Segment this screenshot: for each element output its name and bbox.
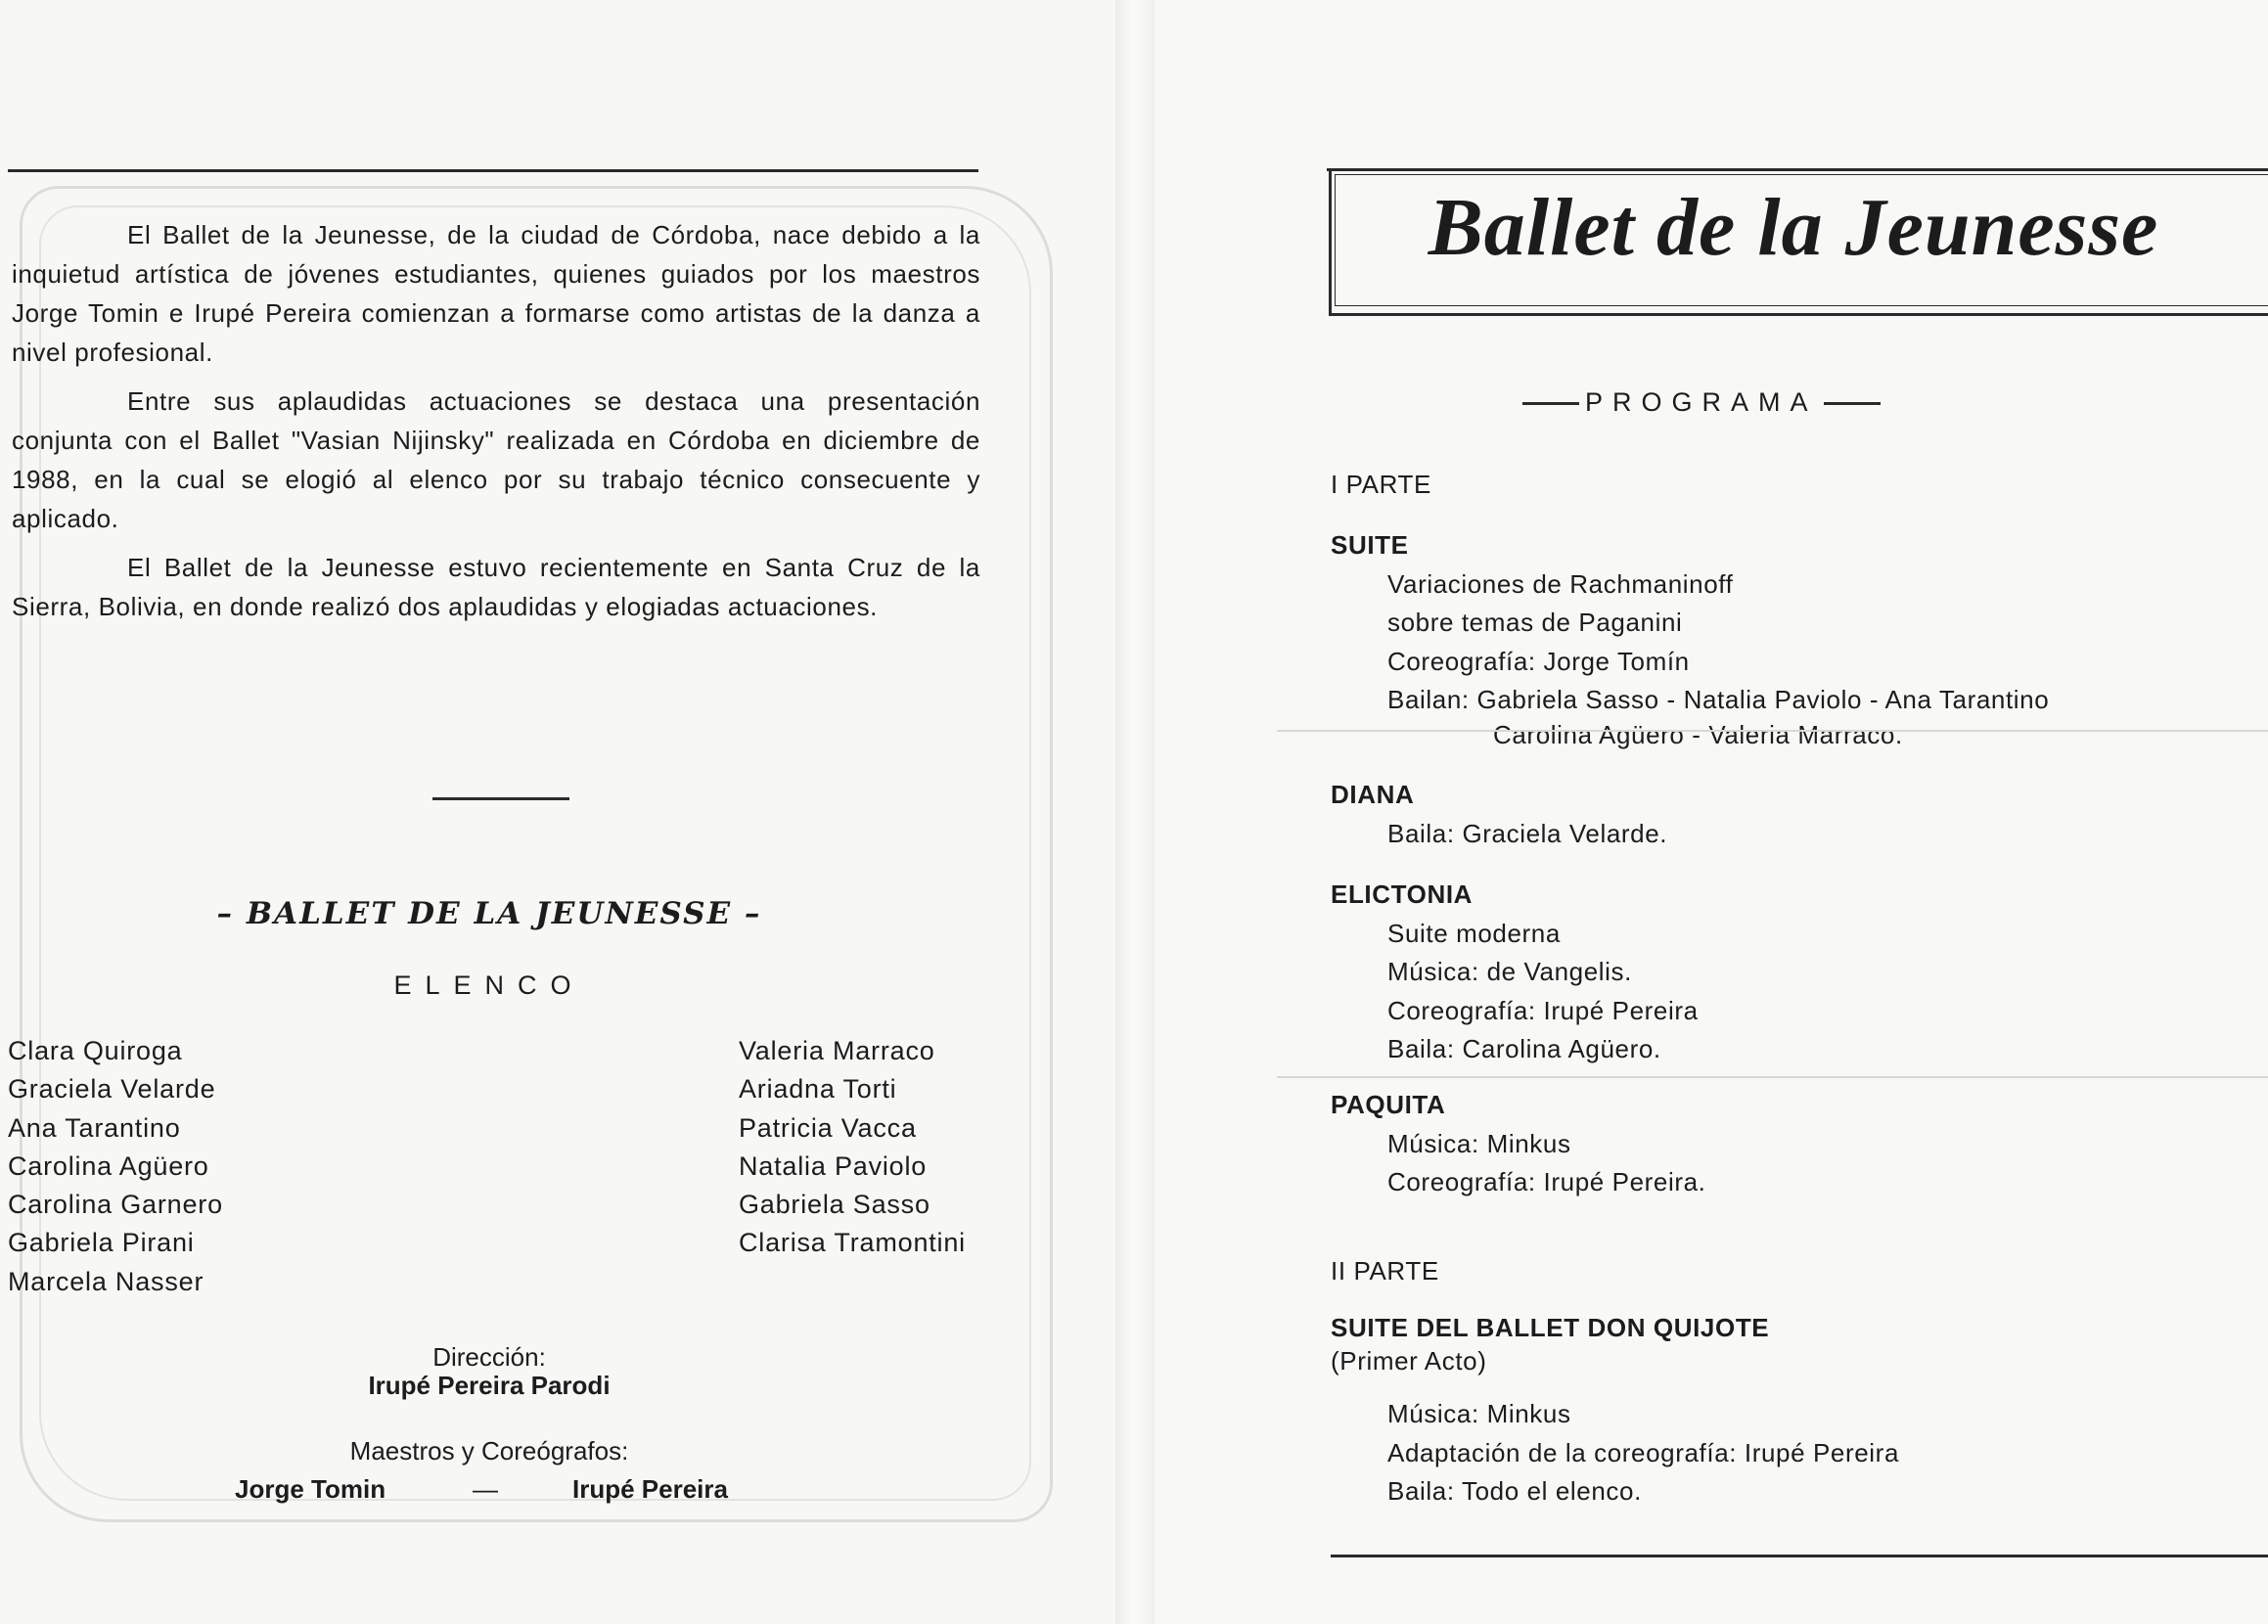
elenco-heading: ELENCO: [393, 970, 585, 1000]
maestro-name: Irupé Pereira: [572, 1474, 728, 1504]
cast-member: Marcela Nasser: [8, 1266, 204, 1296]
piece-detail: Variaciones de Rachmaninoff: [1387, 568, 1734, 599]
intro-paragraph: El Ballet de la Jeunesse estuvo recientemente en Santa Cruz de la Sierra, Bolivia, en donde realizó dos aplaudidas y elogiadas actuaciones.: [12, 553, 980, 621]
cast-list-left: [8, 1032, 223, 1301]
maestros-label: Maestros y Coreógrafos:: [349, 1436, 629, 1466]
piece-title: SUITE DEL BALLET DON QUIJOTE: [1331, 1313, 1770, 1342]
section-divider: [432, 797, 569, 800]
piece-detail: Baila: Graciela Velarde.: [1387, 818, 1668, 848]
part-label: I PARTE: [1331, 470, 1431, 499]
programa-dash-right: [1824, 402, 1881, 405]
cast-member: Clara Quiroga: [8, 1036, 183, 1065]
cast-member: Patricia Vacca: [739, 1112, 917, 1143]
program-item-suite: [1331, 526, 2250, 749]
programa-label: PROGRAMA: [1585, 387, 1818, 417]
intro-paragraph: Entre sus aplaudidas actuaciones se destaca una presentación conjunta con el Ballet "Vasian Nijinsky" realizada en Córdoba en diciembre de 1988, en la cual se elogió al elenco por su trabajo técnico consecuente y aplicado.: [12, 386, 980, 533]
piece-detail: Coreografía: Irupé Pereira: [1387, 995, 1699, 1025]
faint-divider: [1277, 1076, 2268, 1078]
page-fold: [1115, 0, 1155, 1624]
faint-divider: [1277, 730, 2268, 732]
part-1-heading: [1331, 470, 2250, 500]
piece-detail: Suite moderna: [1387, 918, 1561, 948]
cast-member: Gabriela Pirani: [8, 1228, 195, 1258]
intro-paragraph: El Ballet de la Jeunesse, de la ciudad de Córdoba, nace debido a la inquietud artística de jóvenes estudiantes, quienes guiados por los maestros Jorge Tomin e Irupé Pereira comienzan a formarse como artistas de la danza a nivel profesional.: [12, 220, 980, 367]
piece-subtitle: (Primer Acto): [1331, 1346, 1487, 1376]
programa-heading: [1517, 387, 1886, 418]
top-rule-left: [8, 169, 978, 172]
part-label: II PARTE: [1331, 1256, 1439, 1286]
cast-member: Ana Tarantino: [8, 1112, 181, 1143]
piece-title: ELICTONIA: [1331, 880, 1474, 909]
piece-detail: Baila: Carolina Agüero.: [1387, 1034, 1661, 1063]
cast-member: Carolina Garnero: [8, 1190, 223, 1220]
cast-member: Gabriela Sasso: [739, 1190, 930, 1220]
company-title: – BALLET DE LA JEUNESSE –: [216, 896, 762, 931]
page-title: Ballet de la Jeunesse: [1428, 182, 2159, 273]
piece-detail: sobre temas de Paganini: [1387, 608, 1683, 637]
maestro-name: Jorge Tomin: [235, 1474, 386, 1504]
cast-member: Clarisa Tramontini: [739, 1228, 966, 1258]
piece-detail: Música: Minkus: [1387, 1128, 1571, 1158]
piece-detail: Música: Minkus: [1387, 1399, 1571, 1428]
piece-detail: Coreografía: Irupé Pereira.: [1387, 1167, 1706, 1196]
don-quijote-details: [1331, 1395, 2250, 1511]
program-item-don-quijote: [1331, 1311, 2250, 1377]
piece-detail: Coreografía: Jorge Tomín: [1387, 646, 1690, 676]
cast-member: Natalia Paviolo: [739, 1150, 928, 1181]
programa-dash-left: [1522, 402, 1579, 405]
intro-text: [12, 215, 980, 626]
piece-detail: Bailan: Gabriela Sasso - Natalia Paviolo - Ana Tarantino: [1387, 685, 2050, 714]
program-item-diana: [1331, 776, 2250, 853]
program-item-paquita: [1331, 1086, 2250, 1202]
direccion-label: Dirección:: [432, 1342, 546, 1372]
piece-detail-continued: Carolina Agüero - Valeria Marraco.: [1493, 719, 1903, 749]
cast-member: Ariadna Torti: [739, 1074, 897, 1105]
piece-title: DIANA: [1331, 780, 1415, 809]
maestro-separator: —: [473, 1474, 498, 1504]
cast-member: Valeria Marraco: [739, 1036, 935, 1065]
piece-detail: Música: de Vangelis.: [1387, 957, 1632, 986]
cast-list-right: [739, 1032, 966, 1263]
piece-title: SUITE: [1331, 530, 1409, 560]
piece-detail: Adaptación de la coreografía: Irupé Pereira: [1387, 1437, 1899, 1467]
part-2-heading: [1331, 1256, 2250, 1286]
cast-member: Carolina Agüero: [8, 1150, 209, 1181]
piece-detail: Baila: Todo el elenco.: [1387, 1476, 1642, 1506]
direccion-name: Irupé Pereira Parodi: [368, 1371, 611, 1400]
bottom-rule-right: [1331, 1555, 2268, 1557]
cast-member: Graciela Velarde: [8, 1074, 216, 1105]
piece-title: PAQUITA: [1331, 1090, 1446, 1119]
program-item-elictonia: [1331, 876, 2250, 1069]
